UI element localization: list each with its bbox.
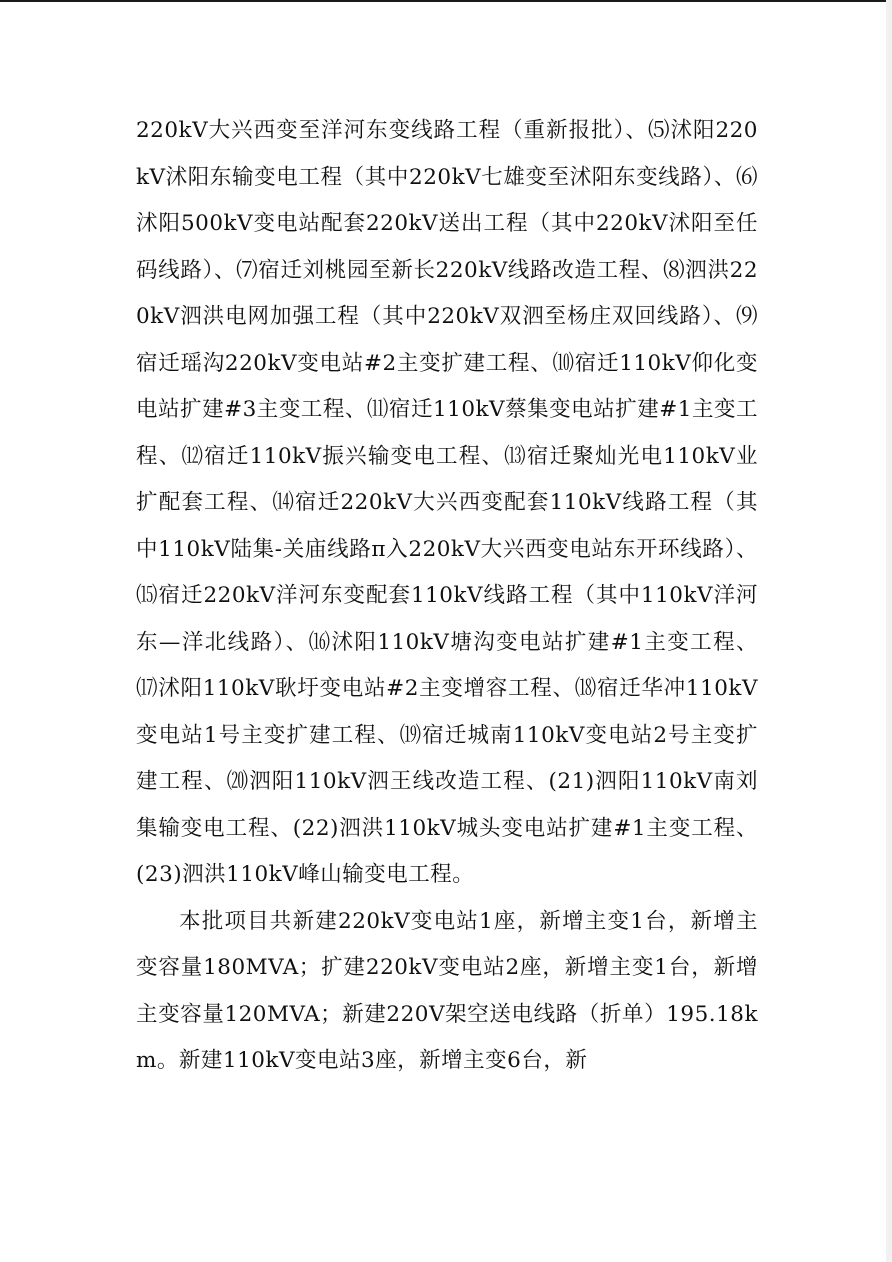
document-page xyxy=(136,108,758,1085)
paragraph-scale-summary: 本批项目共新建220kV变电站1座，新增主变1台，新增主变容量180MVA；扩建220kV变电站2座，新增主变1台，新增主变容量120MVA；新建220V架空送电线路（折单）195.18km。新建110kV变电站3座，新增主变6台，新 xyxy=(136,908,758,1073)
page-top-border xyxy=(0,0,892,2)
paragraph-project-list: 220kV大兴西变至洋河东变线路工程（重新报批）、⑸沭阳220kV沭阳东输变电工程（其中220kV七雄变至沭阳东变线路）、⑹沭阳500kV变电站配套220kV送出工程（其中220kV沭阳至任码线路）、⑺宿迁刘桃园至新长220kV线路改造工程、⑻泗洪220kV泗洪电网加强工程（其中220kV双泗至杨庄双回线路）、⑼宿迁瑶沟220kV变电站#2主变扩建工程、⑽宿迁110kV仰化变电站扩建#3主变工程、⑾宿迁110kV蔡集变电站扩建#1主变工程、⑿宿迁110kV振兴输变电工程、⒀宿迁聚灿光电110kV业扩配套工程、⒁宿迁220kV大兴西变配套110kV线路工程（其中110kV陆集-关庙线路π入220kV大兴西变电站东开环线路）、⒂宿迁220kV洋河东变配套110kV线路工程（其中110kV洋河东—洋北线路）、⒃沭阳110kV塘沟变电站扩建#1主变工程、⒄沭阳110kV耿圩变电站#2主变增容工程、⒅宿迁华冲110kV变电站1号主变扩建工程、⒆宿迁城南110kV变电站2号主变扩建工程、⒇泗阳110kV泗王线改造工程、(21)泗阳110kV南刘集输变电工程、(22)泗洪110kV城头变电站扩建#1主变工程、(23)泗洪110kV峰山输变电工程。 xyxy=(136,118,758,887)
page-right-edge xyxy=(886,0,892,1262)
